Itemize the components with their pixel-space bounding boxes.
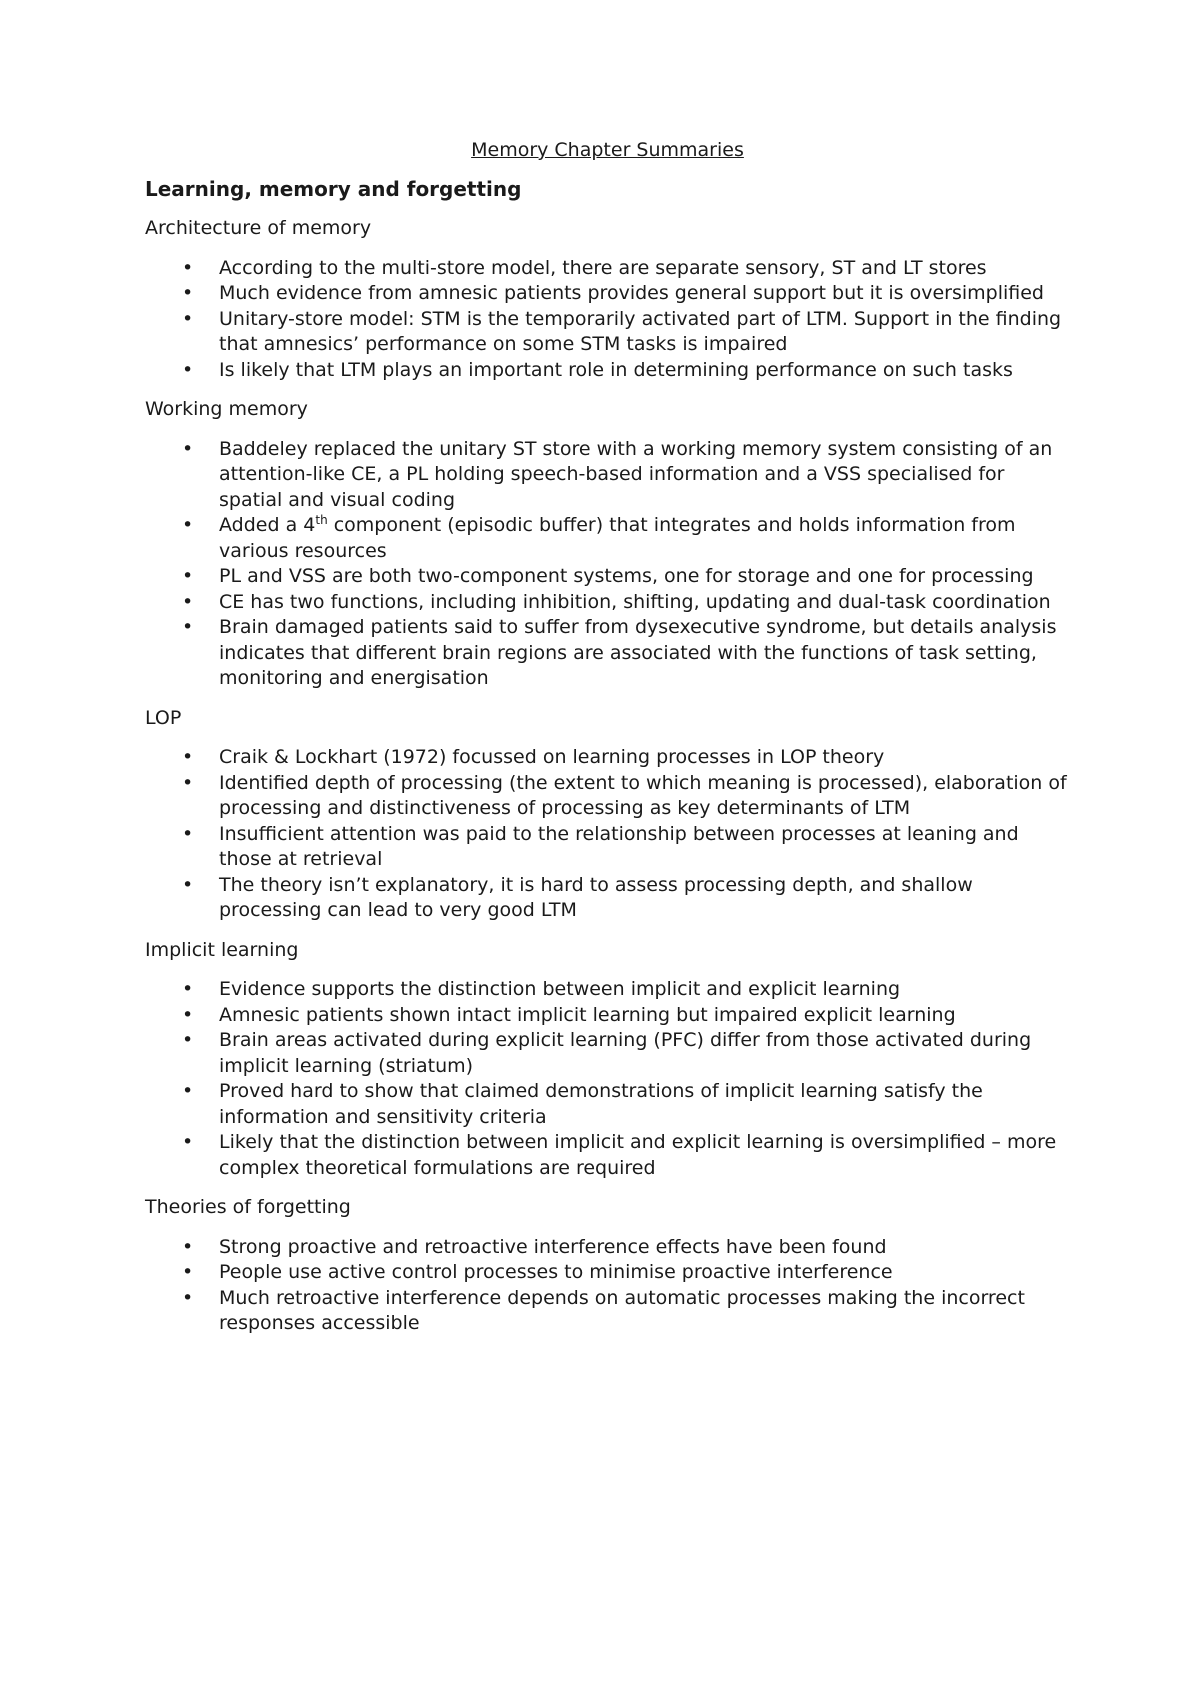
bullet-text: Unitary-store model: STM is the temporarily activated part of LTM. Support in the finding that amnesics’ performance on some STM tasks is impaired — [219, 307, 1062, 355]
list-item — [145, 1286, 1070, 1337]
bullet-icon: • — [182, 590, 194, 613]
bullet-text: According to the multi-store model, there are separate sensory, ST and LT stores — [219, 256, 987, 279]
list-item — [145, 358, 1070, 384]
list-item — [145, 281, 1070, 307]
bullet-icon: • — [182, 437, 194, 460]
list-item — [145, 590, 1070, 616]
bullet-list — [145, 745, 1070, 924]
list-item — [145, 1130, 1070, 1181]
list-item — [145, 615, 1070, 692]
bullet-text: Much retroactive interference depends on automatic processes making the incorrect responses accessible — [219, 1286, 1025, 1334]
bullet-text: Strong proactive and retroactive interference effects have been found — [219, 1235, 887, 1258]
bullet-text: Evidence supports the distinction between implicit and explicit learning — [219, 978, 901, 1000]
list-item — [145, 1260, 1070, 1286]
bullet-icon: • — [182, 1080, 194, 1102]
bullet-text: CE has two functions, including inhibition, shifting, updating and dual-task coordination — [219, 590, 1051, 613]
bullet-icon: • — [182, 256, 194, 279]
document-content — [145, 138, 1070, 1351]
bullet-text: Brain damaged patients said to suffer from dysexecutive syndrome, but details analysis indicates that different brain regions are associated with the functions of task setting, monitoring and energisation — [219, 616, 1057, 689]
list-item — [145, 1003, 1070, 1029]
bullet-text: Identified depth of processing (the extent to which meaning is processed), elaboration of processing and distinctiveness of processing as key determinants of LTM — [219, 771, 1067, 819]
section-heading: Theories of forgetting — [145, 1196, 351, 1218]
section-heading: Architecture of memory — [145, 217, 372, 239]
list-item — [145, 771, 1070, 822]
bullet-icon: • — [182, 616, 194, 638]
bullet-icon: • — [182, 1029, 194, 1051]
bullet-text: Is likely that LTM plays an important role in determining performance on such tasks — [219, 358, 1013, 381]
bullet-icon: • — [182, 1286, 194, 1309]
bullet-list — [145, 1235, 1070, 1337]
bullet-text: Proved hard to show that claimed demonstrations of implicit learning satisfy the information and sensitivity criteria — [219, 1080, 983, 1128]
bullet-text: Insufficient attention was paid to the relationship between processes at leaning and those at retrieval — [219, 822, 1019, 870]
list-item — [145, 307, 1070, 358]
list-item — [145, 745, 1070, 771]
bullet-text: Brain areas activated during explicit learning (PFC) differ from those activated during implicit learning (striatum) — [219, 1029, 1032, 1077]
list-item — [145, 822, 1070, 873]
bullet-icon: • — [182, 514, 194, 536]
list-item — [145, 1028, 1070, 1079]
bullet-text: The theory isn’t explanatory, it is hard to assess processing depth, and shallow processing can lead to very good LTM — [219, 873, 973, 921]
list-item — [145, 873, 1070, 924]
bullet-icon: • — [182, 746, 194, 768]
section-heading: Working memory — [145, 398, 308, 420]
bullet-icon: • — [182, 307, 194, 330]
list-item — [145, 513, 1070, 564]
bullet-text: Craik & Lockhart (1972) focussed on learning processes in LOP theory — [219, 746, 885, 768]
bullet-icon: • — [182, 565, 194, 587]
list-item — [145, 1079, 1070, 1130]
bullet-text: Added a 4 — [219, 514, 316, 536]
bullet-icon: • — [182, 1261, 194, 1283]
bullet-text: Much evidence from amnesic patients provides general support but it is oversimplified — [219, 282, 1044, 304]
bullet-list — [145, 977, 1070, 1181]
list-item — [145, 1235, 1070, 1261]
bullet-icon: • — [182, 358, 194, 381]
bullet-list — [145, 256, 1070, 384]
list-item — [145, 437, 1070, 514]
bullet-text: People use active control processes to minimise proactive interference — [219, 1261, 893, 1283]
list-item — [145, 564, 1070, 590]
bullet-icon: • — [182, 873, 194, 896]
bullet-icon: • — [182, 822, 194, 845]
bullet-icon: • — [182, 1235, 194, 1258]
bullet-icon: • — [182, 771, 194, 794]
ordinal-superscript: th — [315, 513, 328, 527]
list-item — [145, 256, 1070, 282]
chapter-heading: Learning, memory and forgetting — [145, 177, 522, 201]
bullet-text: Likely that the distinction between implicit and explicit learning is oversimplified – more complex theoretical formulations are required — [219, 1131, 1057, 1179]
bullet-icon: • — [182, 1003, 194, 1026]
sections-container — [145, 216, 1070, 1337]
bullet-icon: • — [182, 978, 194, 1000]
document-title: Memory Chapter Summaries — [471, 139, 744, 161]
bullet-text: Baddeley replaced the unitary ST store with a working memory system consisting of an attention-like CE, a PL holding speech-based information and a VSS specialised for spatial and visual coding — [219, 437, 1053, 511]
section-heading: Implicit learning — [145, 938, 299, 961]
bullet-text: Amnesic patients shown intact implicit learning but impaired explicit learning — [219, 1003, 956, 1026]
bullet-text: component (episodic buffer) that integrates and holds information from various resources — [219, 514, 1016, 562]
section-heading: LOP — [145, 706, 182, 729]
bullet-text: PL and VSS are both two-component systems, one for storage and one for processing — [219, 565, 1034, 587]
bullet-icon: • — [182, 282, 194, 304]
bullet-icon: • — [182, 1131, 194, 1153]
bullet-list — [145, 437, 1070, 692]
list-item — [145, 977, 1070, 1003]
